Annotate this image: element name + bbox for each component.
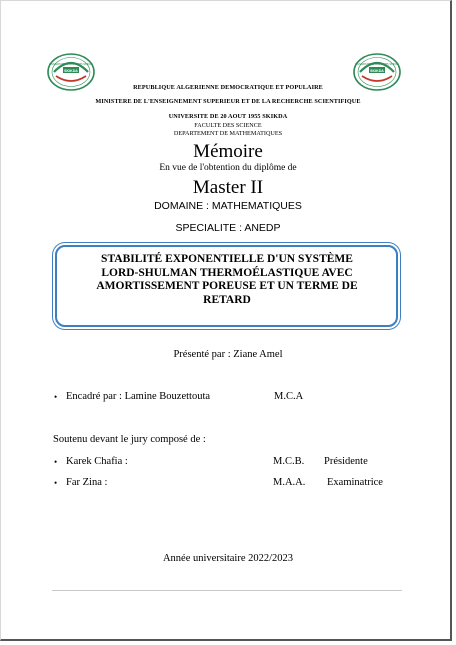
memoire-subtitle: En vue de l'obtention du diplôme de	[159, 163, 297, 173]
jury-member-grade: M.A.A.	[273, 477, 306, 488]
header-ministry: MINISTERE DE L'ENSEIGNEMENT SUPERIEUR ET DE LA RECHERCHE SCIENTIFIQUE	[95, 98, 361, 105]
svg-text:SKIKDA: SKIKDA	[370, 68, 384, 73]
jury-member-name: Far Zina :	[66, 477, 108, 488]
jury-member-role: Examinatrice	[327, 477, 383, 488]
academic-year: Année universitaire 2022/2023	[162, 553, 294, 564]
jury-member-grade: M.C.B.	[273, 456, 305, 467]
jury-member-role: Présidente	[324, 456, 368, 467]
jury-member-name: Karek Chafia :	[66, 456, 128, 467]
supervisor-grade: M.C.A	[274, 391, 304, 402]
thesis-title-line-1: STABILITÉ EXPONENTIELLE D'UN SYSTÈME	[101, 253, 353, 265]
bullet-icon: •	[54, 392, 58, 402]
bullet-icon: •	[54, 457, 58, 467]
supervisor-label: Encadré par : Lamine Bouzettouta	[66, 391, 211, 402]
svg-text:UNIVERSITE 20 AOUT 1955 SKIKDA: UNIVERSITE 20 AOUT 1955 SKIKDA	[49, 63, 93, 66]
thesis-title-line-3: AMORTISSEMENT POREUSE ET UN TERME DE	[96, 280, 358, 292]
bullet-icon: •	[54, 478, 58, 488]
footer-divider	[52, 590, 402, 591]
svg-text:SKIKDA: SKIKDA	[64, 68, 78, 73]
presented-by: Présenté par : Ziane Amel	[173, 349, 283, 360]
domain-line: DOMAINE : MATHEMATIQUES	[154, 200, 302, 212]
header-university: UNIVERSITE DE 20 AOUT 1955 SKIKDA	[168, 113, 288, 120]
degree-title: Master II	[192, 177, 264, 198]
speciality-line: SPECIALITE : ANEDP	[175, 222, 281, 234]
header-faculty: FACULTE DES SCIENCE	[194, 122, 262, 129]
thesis-title-line-4: RETARD	[203, 293, 251, 306]
thesis-title	[62, 253, 392, 307]
svg-text:UNIVERSITE 20 AOUT 1955 SKIKDA: UNIVERSITE 20 AOUT 1955 SKIKDA	[355, 63, 399, 66]
header-department: DEPARTEMENT DE MATHEMATIQUES	[173, 130, 283, 137]
memoire-title: Mémoire	[193, 141, 263, 162]
thesis-title-line-2: LORD-SHULMAN THERMOÉLASTIQUE AVEC	[101, 266, 353, 279]
jury-intro: Soutenu devant le jury composé de :	[53, 434, 206, 445]
header-republic: REPUBLIQUE ALGERIENNE DEMOCRATIQUE ET POPULAIRE	[133, 84, 323, 91]
